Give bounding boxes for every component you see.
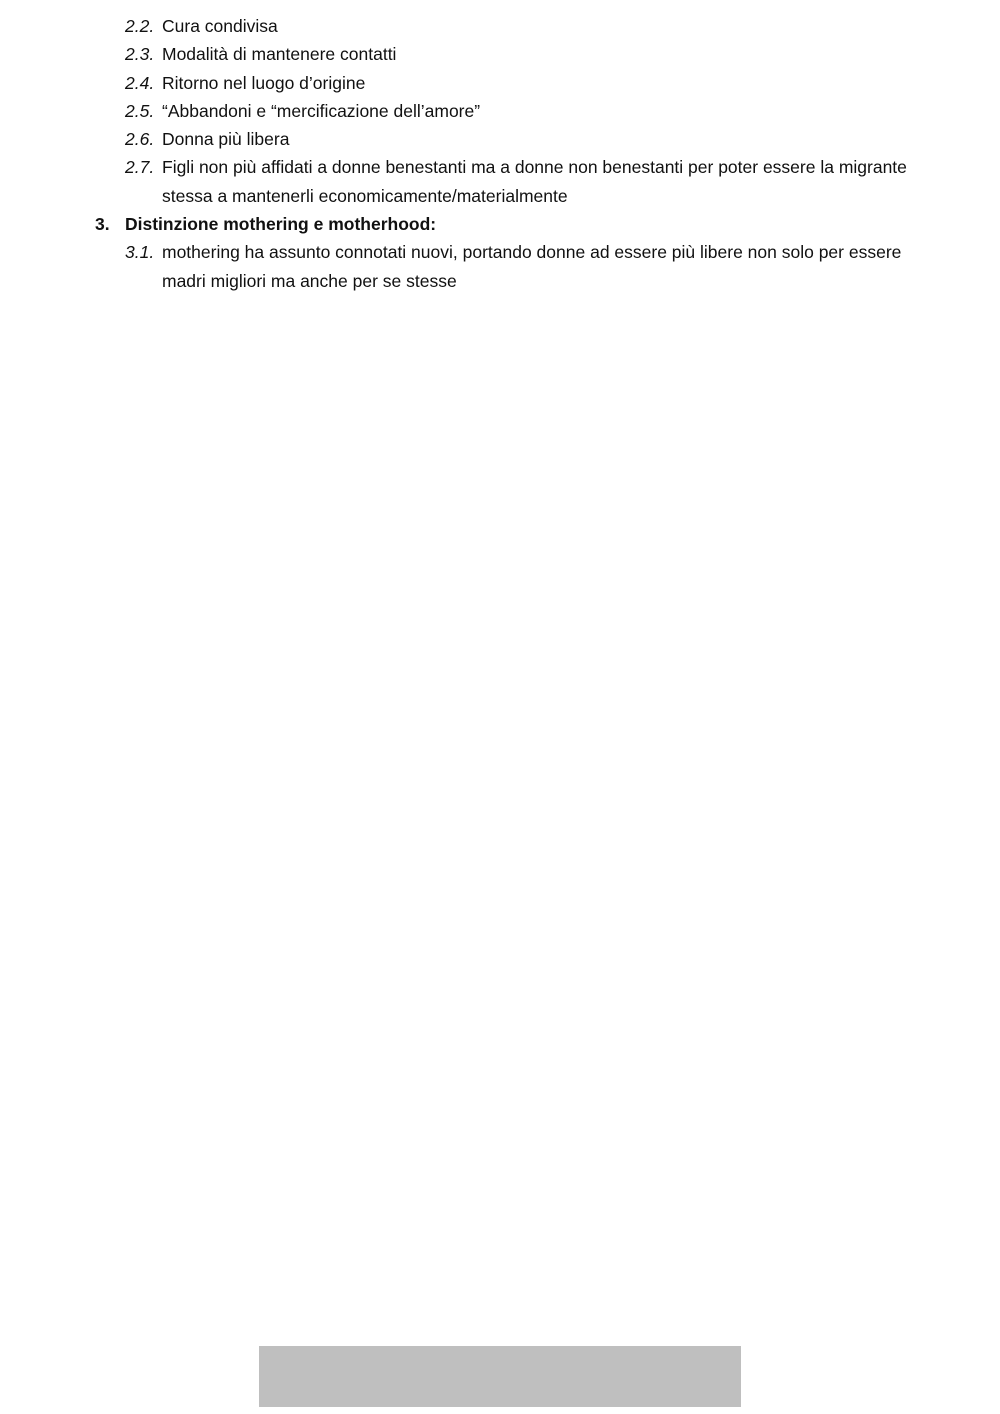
item-number: 2.6. — [125, 129, 155, 150]
list-item — [95, 238, 915, 295]
item-text: Donna più libera — [162, 129, 290, 150]
item-number: 2.5. — [125, 100, 155, 121]
section-heading — [95, 210, 915, 238]
list-item — [95, 12, 915, 40]
list-item — [95, 40, 915, 68]
item-number: 2.2. — [125, 16, 155, 36]
item-text: Ritorno nel luogo d’origine — [162, 72, 366, 93]
item-number: 2.3. — [125, 44, 155, 65]
item-text: “Abbandoni e “mercificazione dell’amore” — [162, 100, 481, 121]
item-number: 2.4. — [125, 72, 155, 93]
item-text: mothering ha assunto connotati nuovi, portando donne ad essere più libere non solo per essere madri migliori ma anche per se stesse — [162, 242, 902, 291]
list-item — [95, 125, 915, 153]
list-item — [95, 69, 915, 97]
footer-placeholder-bar — [259, 1346, 741, 1407]
item-text: Cura condivisa — [162, 16, 278, 36]
section-title: Distinzione mothering e motherhood: — [125, 214, 437, 235]
outline-list — [95, 12, 915, 295]
item-number: 3.1. — [125, 242, 155, 263]
list-item — [95, 153, 915, 210]
item-text: Figli non più affidati a donne benestanti ma a donne non benestanti per poter essere la migrante stessa a mantenerli economicamente/materialmente — [162, 157, 907, 206]
section-number: 3. — [95, 214, 110, 235]
item-number: 2.7. — [125, 157, 155, 178]
list-item — [95, 97, 915, 125]
item-text: Modalità di mantenere contatti — [162, 44, 397, 65]
